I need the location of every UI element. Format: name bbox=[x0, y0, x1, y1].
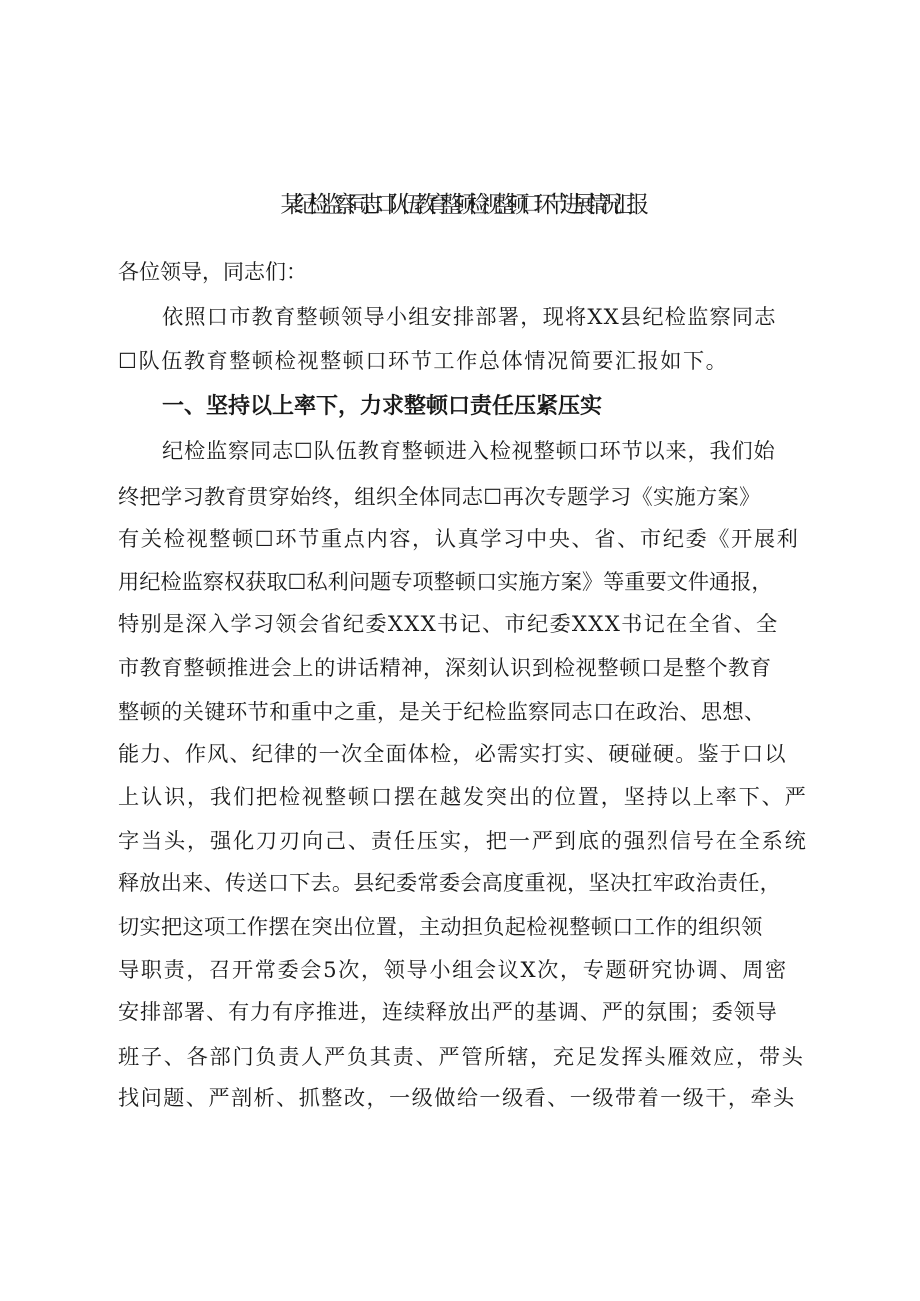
body-line: 有关检视整顿☐环节重点内容，认真学习中央、省、市纪委《开展利 bbox=[118, 526, 800, 551]
salutation: 各位领导，同志们： bbox=[118, 260, 307, 284]
intro-line: ☐队伍教育整顿检视整顿口环节工作总体情况简要汇报如下。 bbox=[118, 348, 729, 373]
body-line: 释放出来、传送口下去。县纪委常委会高度重视，坚决扛牢政治责任， bbox=[118, 870, 782, 895]
intro-line: 依照口市教育整顿领导小组安排部署，现将XX县纪检监察同志 bbox=[162, 304, 777, 329]
body-line: 切实把这项工作摆在突出位置，主动担负起检视整顿口工作的组织领 bbox=[118, 914, 763, 939]
body-line: 字当头，强化刀刃向己、责任压实，把一严到底的强烈信号在全系统 bbox=[118, 828, 808, 853]
body-line: 用纪检监察权获取☐私利问题专项整顿口实施方案》等重要文件通报， bbox=[118, 569, 773, 594]
body-line: 整顿的关键环节和重中之重，是关于纪检监察同志口在政治、思想、 bbox=[118, 699, 766, 724]
body-line: 班子、各部门负责人严负其责、严管所辖，充足发挥头雁效应，带头 bbox=[118, 1044, 805, 1069]
document-title: 某纪检监察同志口队伍教育整顿检视整顿口环节进展情况汇报 bbox=[280, 192, 640, 218]
body-line: 市教育整顿推进会上的讲话精神，深刻认识到检视整顿口是整个教育 bbox=[118, 655, 772, 680]
section-heading: 一、坚持以上率下，力求整顿口责任压紧压实 bbox=[162, 394, 603, 419]
body-line: 终把学习教育贯穿始终，组织全体同志☐再次专题学习《实施方案》 bbox=[118, 484, 761, 509]
body-line: 纪检监察同志☐队伍教育整顿进入检视整顿口环节以来，我们始 bbox=[162, 438, 776, 463]
body-line: 导职责，召开常委会5次，领导小组会议X次，专题研究协调、周密 bbox=[118, 957, 788, 982]
body-line: 找问题、严剖析、抓整改，一级做给一级看、一级带着一级干，牵头 bbox=[118, 1085, 796, 1110]
body-line: 安排部署、有力有序推进，连续释放出严的基调、严的氛围；委领导 bbox=[118, 999, 778, 1024]
body-line: 上认识，我们把检视整顿口摆在越发突出的位置，坚持以上率下、严 bbox=[118, 784, 808, 809]
body-line: 能力、作风、纪律的一次全面体检，必需实打实、硬碰硬。鉴于口以 bbox=[118, 741, 787, 766]
body-line: 特别是深入学习领会省纪委XXX书记、市纪委XXX书记在全省、全 bbox=[118, 611, 779, 636]
